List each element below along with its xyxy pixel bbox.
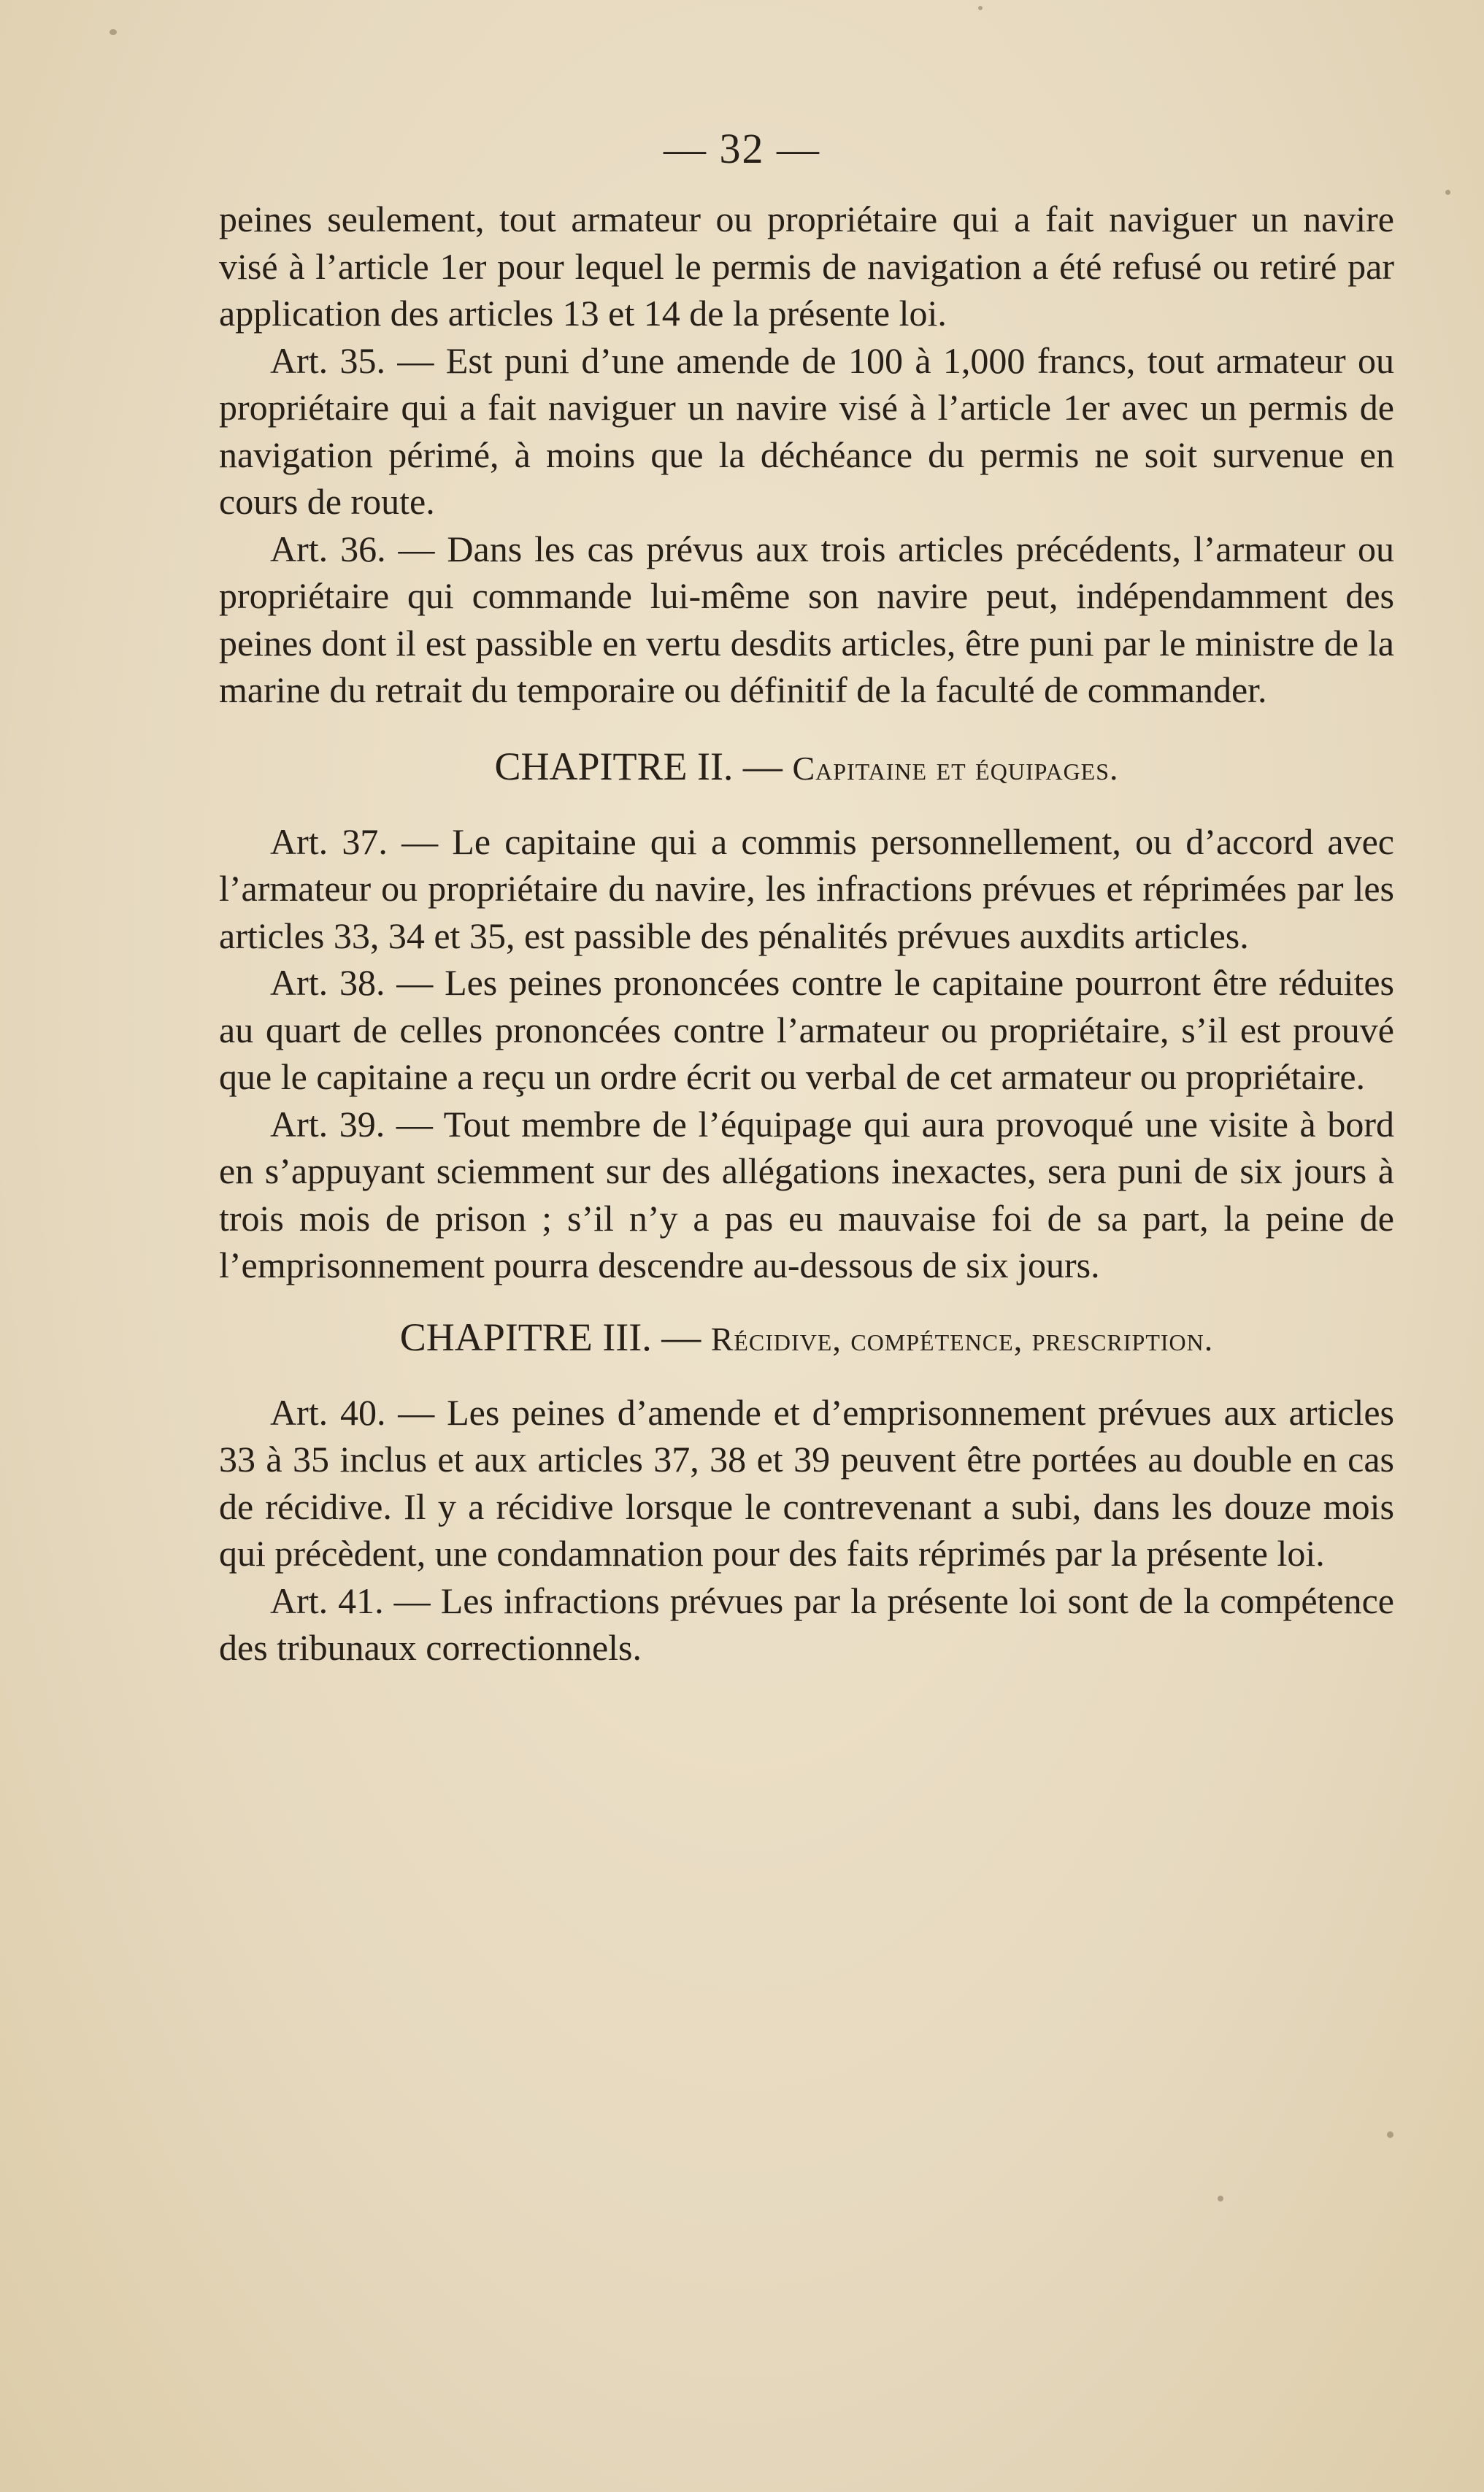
article-41: Art. 41. — Les infractions prévues par la présente loi sont de la compétence des tribunaux correctionnels. bbox=[219, 1580, 1394, 1668]
paper-speck bbox=[1445, 190, 1450, 195]
article-39: Art. 39. — Tout membre de l’équipage qui aura provoqué une visite à bord en s’appuyant sciemment sur des allégations inexactes, sera puni de six jours à trois mois de prison ; s’il n’y a pas eu mauvaise foi de sa part, la peine de l’emprisonnement pourra descendre au-dessous de six jours. bbox=[219, 1103, 1394, 1285]
article-38: Art. 38. — Les peines prononcées contre le capitaine pourront être réduites au quart de celles prononcées contre l’armateur ou propriétaire, s’il est prouvé que le capitaine a reçu un ordre écrit ou verbal de cet armateur ou propriétaire. bbox=[219, 962, 1394, 1097]
paper-speck bbox=[109, 29, 117, 35]
chapter-2-title: Capitaine et équipages. bbox=[792, 749, 1119, 787]
chapter-3-label: CHAPITRE III. — bbox=[399, 1315, 711, 1359]
paper-speck bbox=[1387, 2131, 1393, 2138]
article-37: Art. 37. — Le capitaine qui a commis personnellement, ou d’accord avec l’armateur ou propriétaire du navire, les infractions prévues et réprimées par les articles 33, 34 et 35, est passible des pénalités prévues auxdits articles. bbox=[219, 820, 1394, 956]
article-35: Art. 35. — Est puni d’une amende de 100 à 1,000 francs, tout armateur ou propriétaire qui a fait naviguer un navire visé à l’article 1er avec un permis de navigation périmé, à moins que la déchéance du permis ne soit survenue en cours de route. bbox=[219, 339, 1394, 522]
chapter-2-heading bbox=[219, 743, 1394, 792]
article-36: Art. 36. — Dans les cas prévus aux trois articles précédents, l’armateur ou propriétaire qui commande lui-même son navire peut, indépendamment des peines dont il est passible en vertu desdits articles, être puni par le ministre de la marine du retrait du temporaire ou définitif de la faculté de commander. bbox=[219, 528, 1394, 710]
chapter-3-title: Récidive, compétence, prescription. bbox=[710, 1320, 1214, 1358]
paper-speck bbox=[978, 6, 983, 10]
page-number: — 32 — bbox=[664, 125, 820, 172]
paper-speck bbox=[1218, 2196, 1223, 2201]
chapter-2-label: CHAPITRE II. — bbox=[494, 744, 793, 788]
chapter-3-heading bbox=[219, 1314, 1394, 1363]
body-text bbox=[219, 196, 1394, 1672]
article-40: Art. 40. — Les peines d’amende et d’emprisonnement prévues aux articles 33 à 35 inclus et aux articles 37, 38 et 39 peuvent être portées au double en cas de récidive. Il y a récidive lorsque le contrevenant a subi, dans les douze mois qui précèdent, une condamnation pour des faits réprimés par la présente loi. bbox=[219, 1391, 1394, 1574]
paragraph-continued: peines seulement, tout armateur ou propriétaire qui a fait naviguer un navire visé à l’article 1er pour lequel le permis de navigation a été refusé ou retiré par application des articles 13 et 14 de la présente loi. bbox=[219, 199, 1394, 334]
